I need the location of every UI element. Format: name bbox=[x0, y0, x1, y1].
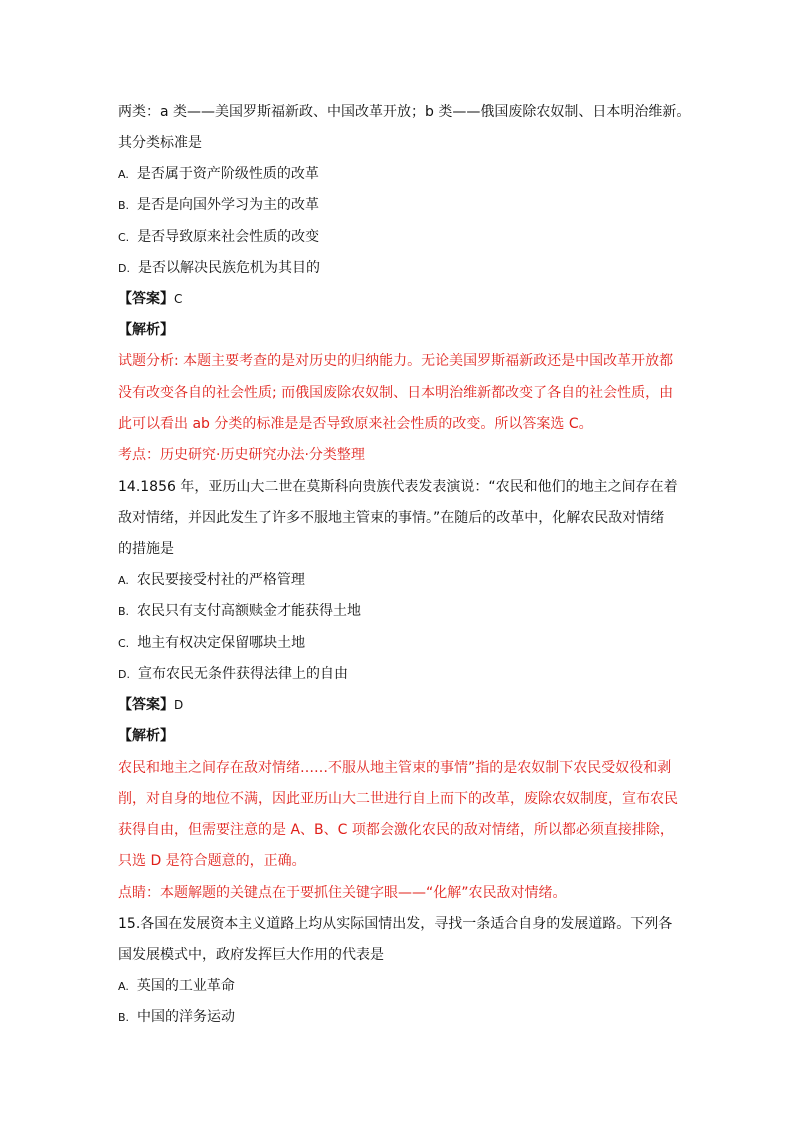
q13-analysis-line-2: 没有改变各自的社会性质; 而俄国废除农奴制、日本明治维新都改变了各自的社会性质，由 bbox=[118, 385, 674, 401]
answer-label: 【答案】 bbox=[118, 291, 174, 307]
answer-value: D bbox=[174, 698, 184, 712]
option-text: 地主有权决定保留哪块土地 bbox=[137, 635, 306, 651]
q14-option-b bbox=[118, 601, 361, 622]
q13-stem-line-1: 两类：a 类——美国罗斯福新政、中国改革开放；b 类——俄国废除农奴制、日本明治维新。 bbox=[118, 104, 691, 120]
q15-option-b bbox=[118, 1007, 235, 1028]
option-text: 宣布农民无条件获得法律上的自由 bbox=[137, 666, 348, 682]
q14-option-a bbox=[118, 570, 305, 591]
q15-stem-line-1: 15.各国在发展资本主义道路上均从实际国情出发，寻找一条适合自身的发展道路。下列各 bbox=[118, 916, 673, 932]
option-text: 英国的工业革命 bbox=[136, 978, 235, 994]
q14-option-c bbox=[118, 633, 305, 654]
option-letter: A. bbox=[118, 574, 129, 587]
q14-stem-line-2: 敌对情绪，并因此发生了许多不服地主管束的事情。”在随后的改革中，化解农民敌对情绪 bbox=[118, 510, 665, 526]
option-letter: C. bbox=[118, 231, 130, 244]
option-text: 农民只有支付高额赎金才能获得土地 bbox=[137, 603, 362, 619]
option-letter: D. bbox=[118, 668, 130, 681]
option-text: 是否以解决民族危机为其目的 bbox=[137, 260, 320, 276]
option-text: 农民要接受村社的严格管理 bbox=[136, 572, 305, 588]
q13-analysis-label bbox=[118, 320, 174, 340]
q14-option-d bbox=[118, 664, 348, 685]
option-letter: D. bbox=[118, 262, 130, 275]
q14-analysis-line-4: 只选 D 是符合题意的，正确。 bbox=[118, 853, 306, 869]
q14-stem-line-3: 的措施是 bbox=[118, 541, 174, 557]
q14-dianjing: 点睛：本题解题的关键点在于要抓住关键字眼——“化解”农民敌对情绪。 bbox=[118, 885, 567, 901]
option-text: 是否是向国外学习为主的改革 bbox=[137, 197, 320, 213]
q13-option-c bbox=[118, 227, 319, 248]
analysis-label: 【解析】 bbox=[118, 728, 174, 744]
q13-analysis-line-3: 此可以看出 ab 分类的标准是是否导致原来社会性质的改变。所以答案选 C。 bbox=[118, 416, 593, 432]
q14-analysis-label bbox=[118, 726, 174, 746]
q14-stem-line-1: 14.1856 年，亚历山大二世在莫斯科向贵族代表发表演说：“农民和他们的地主之间存在着 bbox=[118, 479, 678, 495]
option-text: 是否导致原来社会性质的改变 bbox=[137, 229, 320, 245]
q13-kaodian: 考点：历史研究·历史研究办法·分类整理 bbox=[118, 447, 365, 463]
option-letter: B. bbox=[118, 605, 130, 618]
option-letter: C. bbox=[118, 637, 130, 650]
option-letter: B. bbox=[118, 1011, 130, 1024]
option-text: 中国的洋务运动 bbox=[137, 1009, 236, 1025]
answer-label: 【答案】 bbox=[118, 697, 174, 713]
q13-option-b bbox=[118, 195, 319, 216]
option-letter: A. bbox=[118, 168, 129, 181]
q15-option-a bbox=[118, 976, 235, 997]
q13-stem-line-2: 其分类标准是 bbox=[118, 135, 202, 151]
q14-analysis-line-2: 削，对自身的地位不满，因此亚历山大二世进行自上而下的改革，废除农奴制度，宣布农民 bbox=[118, 791, 678, 807]
analysis-label: 【解析】 bbox=[118, 322, 174, 338]
q13-option-a bbox=[118, 164, 319, 185]
option-letter: A. bbox=[118, 980, 129, 993]
q13-analysis-line-1: 试题分析: 本题主要考查的是对历史的归纳能力。无论美国罗斯福新政还是中国改革开放都 bbox=[118, 353, 674, 369]
q15-stem-line-2: 国发展模式中，政府发挥巨大作用的代表是 bbox=[118, 947, 384, 963]
option-letter: B. bbox=[118, 199, 130, 212]
q14-answer bbox=[118, 695, 183, 715]
answer-value: C bbox=[174, 292, 183, 306]
q13-answer bbox=[118, 289, 182, 309]
option-text: 是否属于资产阶级性质的改革 bbox=[136, 166, 319, 182]
q13-option-d bbox=[118, 258, 320, 279]
q14-analysis-line-1: 农民和地主之间存在敌对情绪……不服从地主管束的事情”指的是农奴制下农民受奴役和剥 bbox=[118, 760, 672, 776]
q14-analysis-line-3: 获得自由，但需要注意的是 A、B、C 项都会激化农民的敌对情绪，所以都必须直接排除， bbox=[118, 822, 674, 838]
